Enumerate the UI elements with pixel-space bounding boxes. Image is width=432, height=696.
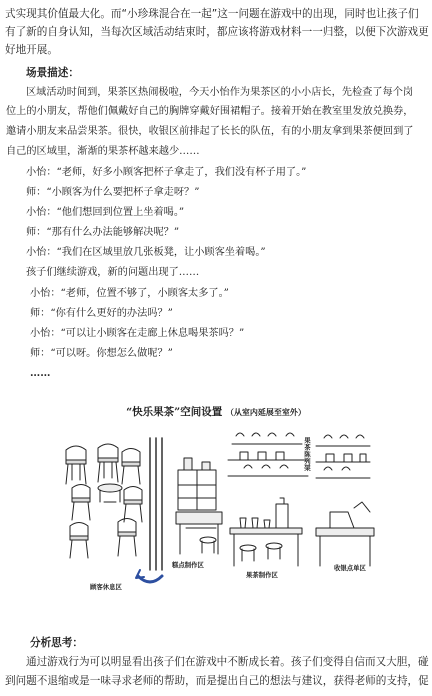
chair-icon bbox=[118, 519, 136, 557]
dialogue-line: 师：“可以呀。你想怎么做呢？” bbox=[30, 348, 173, 359]
display-shelf-label: 果茶陈列架 bbox=[303, 437, 311, 472]
dialogue-line: 小怡：“我们在区域里放几张板凳，让小顾客坐着喝。” bbox=[26, 247, 266, 258]
analysis-line-2: 到问题不退缩或是一味寻求老师的帮助，而是提出自己的想法与建议，获得老师的支持，促 bbox=[5, 675, 429, 687]
cashier-counter-icon bbox=[316, 502, 374, 566]
stool-icon bbox=[240, 545, 256, 561]
dialogue-line: 小怡：“可以让小顾客在走廊上休息喝果茶吗？” bbox=[30, 328, 245, 339]
table-icon bbox=[98, 484, 122, 502]
analysis-line-1: 通过游戏行为可以明显看出孩子们在游戏中不断成长着。孩子们变得自信而又大胆，碰 bbox=[26, 656, 429, 668]
cashier-area-label: 收银点单区 bbox=[334, 564, 366, 572]
stool-icon bbox=[266, 543, 282, 559]
scene-heading: 场景描述： bbox=[26, 67, 79, 79]
scene-line-4: 自己的区域里，渐渐的果茶杯越来越少…… bbox=[6, 146, 200, 157]
display-shelf-icon bbox=[228, 433, 308, 476]
figure-title-sub: （从室内延展至室外） bbox=[225, 407, 306, 417]
chair-icon bbox=[98, 444, 118, 482]
intro-line-2: 有了新的自身认知，当每次区域活动结束时，都应该将游戏材料一一归整，以便下次游戏更 bbox=[5, 26, 429, 38]
counter-icon bbox=[176, 512, 222, 554]
dialogue-line: 师：“小顾客为什么要把杯子拿走呀？” bbox=[26, 187, 200, 198]
intro-line-3: 好地开展。 bbox=[5, 44, 58, 56]
scene-line-1: 区域活动时间到，果茶区热闹极啦，今天小怡作为果茶区的小小店长，先检查了每个岗 bbox=[26, 87, 414, 98]
dialogue-line: 师：“你有什么更好的办法吗？” bbox=[30, 308, 173, 319]
dialogue-line: 小怡：“他们想回到位置上坐着喝。” bbox=[26, 207, 185, 218]
cup-icon bbox=[240, 518, 270, 528]
chair-icon bbox=[72, 485, 90, 521]
dispenser-icon bbox=[276, 498, 288, 528]
dialogue-line: 孩子们继续游戏，新的问题出现了…… bbox=[26, 267, 200, 278]
snack-area-label: 糕点制作区 bbox=[172, 561, 204, 569]
display-shelf-icon bbox=[316, 435, 370, 478]
stool-icon bbox=[200, 537, 216, 553]
tea-area-label: 果茶制作区 bbox=[246, 571, 278, 579]
dialogue-line: 小怡：“老师，位置不够了，小顾客太多了。” bbox=[30, 288, 229, 299]
scene-line-3: 邀请小朋友来品尝果茶。很快，收银区前排起了长长的队伍，有的小朋友拿到果茶便回到了 bbox=[6, 126, 414, 137]
chair-icon bbox=[122, 449, 140, 485]
shelf-icon bbox=[178, 458, 216, 510]
dialogue-ellipsis: …… bbox=[30, 367, 51, 379]
rest-area-label: 顾客休息区 bbox=[90, 583, 122, 591]
dialogue-line: 小怡：“老师，好多小顾客把杯子拿走了，我们没有杯子用了。” bbox=[26, 167, 307, 178]
chair-icon bbox=[124, 487, 142, 523]
scene-line-2: 位上的小朋友，帮他们佩戴好自己的胸牌穿戴好围裙帽子。接着开始在教室里发放兑换券， bbox=[6, 106, 414, 117]
intro-line-1: 式实现其价值最大化。而“小珍珠混合在一起”这一问题在游戏中的出现，同时也让孩子们 bbox=[5, 8, 419, 20]
chair-icon bbox=[70, 523, 88, 559]
dialogue-line: 师：“那有什么办法能够解决呢？” bbox=[26, 227, 180, 238]
chair-icon bbox=[66, 446, 86, 484]
figure-title-main: “快乐果茶”空间设置 bbox=[126, 406, 223, 418]
analysis-heading: 分析思考： bbox=[30, 637, 83, 649]
